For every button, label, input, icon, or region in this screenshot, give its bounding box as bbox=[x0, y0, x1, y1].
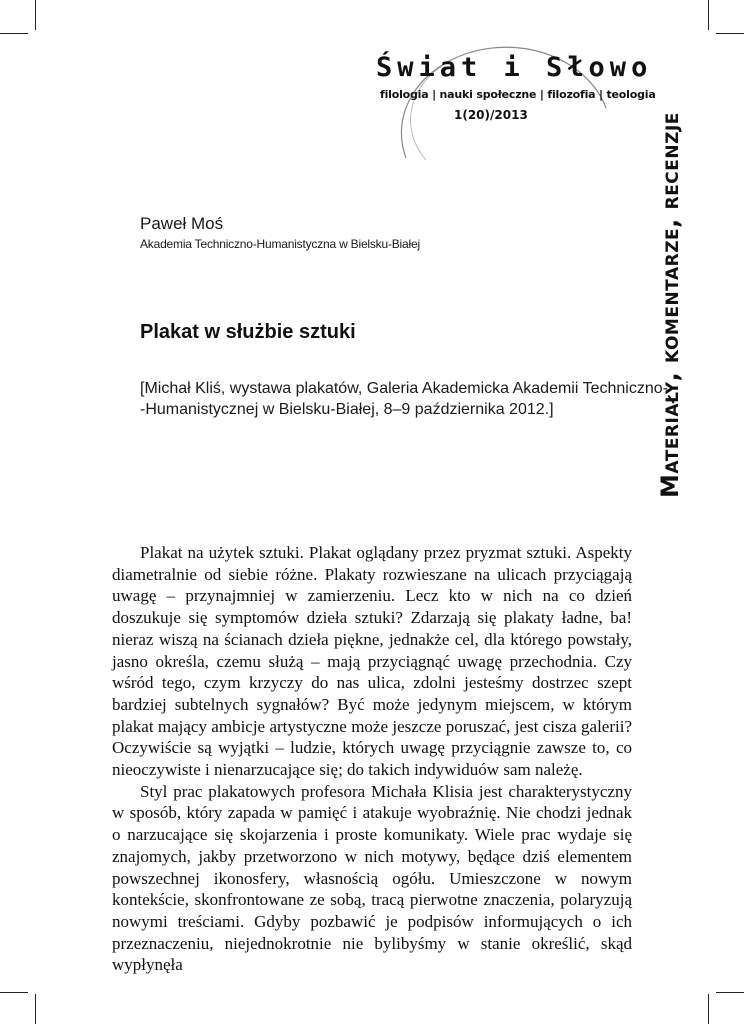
section-title: Materiały, komentarze, recenzje bbox=[656, 112, 684, 498]
body-paragraph: Styl prac plakatowych profesora Michała Klisia jest charakterystyczny w sposób, który zapada w pamięć i atakuje wyobraźnię. Nie chodzi jednak o narzucające się skojarzenia i proste komunikaty. Wiele prac wydaje się znajomych, jakby przetworzono w nich motywy, będące dziś elementem powszechnej ikonosfery, własnością ogółu. Umieszczone w nowym kontekście, skonfrontowane ze sobą, tracą pierwotne znaczenia, polaryzują nowymi treściami. Gdyby pozbawić je podpisów informujących o ich przeznaczeniu, niejednokrotnie nie bylibyśmy w stanie określić, skąd wypłynęła bbox=[112, 781, 632, 975]
crop-mark bbox=[35, 0, 36, 30]
crop-mark bbox=[708, 994, 709, 1024]
journal-issue: 1(20)/2013 bbox=[454, 108, 528, 122]
article-subtitle bbox=[140, 378, 668, 420]
section-title-container bbox=[648, 60, 692, 550]
article-body bbox=[112, 542, 632, 976]
journal-title: Świat i Słowo bbox=[376, 52, 653, 83]
subtitle-line: [Michał Kliś, wystawa plakatów, Galeria Akademicka Akademii Techniczno- bbox=[140, 380, 668, 397]
subtitle-line: -Humanistycznej w Bielsku-Białej, 8–9 października 2012.] bbox=[140, 401, 554, 418]
crop-mark bbox=[0, 33, 28, 34]
crop-mark bbox=[35, 994, 36, 1024]
crop-mark bbox=[716, 33, 744, 34]
crop-mark bbox=[708, 0, 709, 30]
journal-logo-arc bbox=[346, 28, 656, 178]
journal-disciplines: filologia | nauki społeczne | filozofia | teologia bbox=[380, 88, 656, 101]
author-affiliation: Akademia Techniczno-Humanistyczna w Bielsku-Białej bbox=[140, 237, 420, 251]
article-title: Plakat w służbie sztuki bbox=[140, 321, 356, 343]
body-paragraph: Plakat na użytek sztuki. Plakat oglądany przez pryzmat sztuki. Aspekty diametralnie od siebie różne. Plakaty rozwieszane na ulicach przyciągają uwagę – przynajmniej w zamierzeniu. Lecz kto w nich na co dzień doszukuje się symptomów dzieła sztuki? Zdarzają się plakaty ładne, ba! nieraz wiszą na ścianach dzieła piękne, jednakże cel, dla którego powstały, jasno określa, czemu służą – mają przyciągnąć uwagę przechodnia. Czy wśród tego, czym krzyczy do nas ulica, zdolni jesteśmy dostrzec szept bardziej subtelnych sygnałów? Być może jedynym miejscem, w którym plakat mający ambicje artystyczne może jeszcze poruszać, jest cisza galerii? Oczywiście są wyjątki – ludzie, których uwagę przyciągnie zawsze to, co nieoczywiste i nienarzucające się; do takich indywiduów sam należę. bbox=[112, 543, 632, 780]
author-name: Paweł Moś bbox=[140, 214, 224, 233]
crop-mark bbox=[0, 992, 28, 993]
crop-mark bbox=[716, 992, 744, 993]
